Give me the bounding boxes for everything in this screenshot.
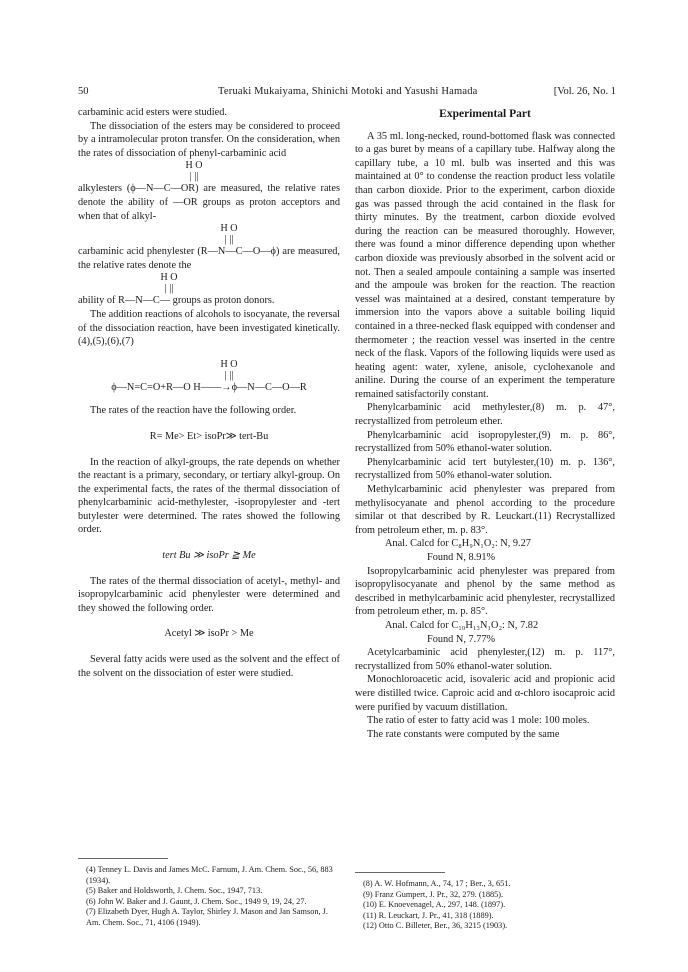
formula-bonds: | || [224, 234, 234, 246]
equation-bonds: | || [224, 369, 234, 381]
reaction-equation: ϕ—N=C=O+R—O H——→ϕ—N—C—O—R [111, 381, 307, 393]
rate-order: Acetyl ≫ isoPr > Me [164, 628, 254, 640]
rate-order: R= Me> Et> isoPr≫ tert-Bu [149, 430, 269, 442]
paragraph: In the reaction of alkyl-groups, the rate depends on whether the reactant is a primary, secondary, or tertiary alkyl-group. On the experimental facts, the rates of the thermal dissociation of phenylcarbaminic acid-methylester, -isopropylester and -tert butylester were determined. The rates showed the following order. [78, 456, 340, 536]
footnote: (6) John W. Baker and J. Gaunt, J. Chem. Soc., 1949 9, 19, 24, 27. [86, 896, 307, 906]
paragraph: Methylcarbaminic acid phenylester was prepared from methylisocyanate and phenol according to the procedure similar ot that described by R. Leuckart.(11) Recrystallized from petroleum ether, m. p. 83°. [355, 484, 615, 536]
analysis-found: Found N, 7.77% [427, 633, 496, 645]
formula-bonds: | || [164, 283, 174, 295]
formula-superscript: H O [220, 223, 238, 235]
paragraph: Phenylcarbaminic acid methylester,(8) m. p. 47°, recrystallized from petroleum ether. [355, 402, 615, 428]
section-heading: Experimental Part [439, 108, 531, 120]
footnotes-left [78, 858, 340, 929]
paragraph: carbaminic acid phenylester (R—N—C—O—ϕ) are measured, the relative rates denote the [78, 246, 340, 271]
paragraph: The addition reactions of alcohols to isocyanate, the reversal of the dissociation reaction, have been investigated kinetically.(4),(5),(6),(7) [78, 308, 340, 348]
right-column [355, 106, 615, 741]
paragraph: Phenylcarbaminic acid isopropylester,(9) m. p. 86°, recrystallized from 50% ethanol-water solution. [355, 429, 615, 455]
running-header [68, 86, 616, 102]
analysis-calc: Anal. Calcd for C₈H₉N₁O₂: N, 9.27 [385, 538, 531, 550]
left-column [78, 106, 340, 680]
footnote: (8) A. W. Hofmann, A., 74, 17 ; Ber., 3, 651. [363, 879, 511, 888]
paragraph: The rate constants were computed by the same [367, 728, 560, 740]
paragraph: Monochloroacetic acid, isovaleric acid and propionic acid were distilled twice. Caproic acid and α-chloro isocaproic acid were purified by vacuum distillation. [355, 674, 615, 713]
footnote: (11) R. Leuckart, J. Pr., 41, 318 (1889). [363, 910, 494, 920]
paragraph: carbaminic acid esters were studied. [78, 107, 227, 118]
paragraph: Several fatty acids were used as the solvent and the effect of the solvent on the dissociation of ester were studied. [78, 654, 340, 679]
footnote: (7) Elizabeth Dyer, Hugh A. Taylor, Shirley J. Mason and Jan Samson, J. Am. Chem. Soc., 71, 4106 (1949). [86, 907, 328, 927]
paragraph: The dissociation of the esters may be considered to proceed by a intramolecular proton transfer. On the consideration, when the rates of dissociation of phenyl-carbaminic acid [78, 120, 340, 159]
footnote: (5) Baker and Holdsworth, J. Chem. Soc., 1947, 713. [86, 886, 263, 896]
paragraph: Phenylcarbaminic acid tert butylester,(10) m. p. 136°, recrystallized from 50% ethanol-water solution. [355, 456, 615, 482]
formula-superscript: H O [160, 272, 178, 284]
paragraph: The rates of the reaction have the following order. [90, 405, 297, 417]
volume-info: [Vol. 26, No. 1 [553, 86, 616, 97]
footnote: (10) E. Knoevenagel, A., 297, 148. (1897). [363, 900, 506, 910]
footnotes-right [355, 872, 615, 932]
rate-order: tert Bu ≫ isoPr ≧ Me [162, 550, 256, 562]
paragraph: The ratio of ester to fatty acid was 1 mole: 100 moles. [367, 715, 590, 727]
running-authors: Teruaki Mukaiyama, Shinichi Motoki and Yasushi Hamada [218, 86, 478, 97]
page-number: 50 [78, 86, 89, 97]
footnote: (12) Otto C. Billeter, Ber., 36, 3215 (1903). [363, 921, 508, 931]
paragraph: Acetylcarbaminic acid phenylester,(12) m. p. 117°, recrystallized from 50% ethanol-water solution. [355, 647, 615, 672]
footnote: (9) Franz Gumpert, J. Pr., 32, 279. (1885). [363, 889, 504, 899]
formula-bonds: | || [189, 171, 199, 183]
paragraph: alkylesters (ϕ—N—C—OR) are measured, the relative rates denote the ability of —OR groups as proton acceptors and when that of alkyl- [78, 183, 340, 222]
analysis-calc: Anal. Calcd for C₁₀H₁₃N₁O₂: N, 7.82 [385, 619, 539, 631]
paragraph: Isopropylcarbaminic acid phenylester was prepared from isopropylisocyanate and phenol by the same method as described in methylcarbaminic acid phenylester, recrystallized from petroleum ether, m. p. 85°. [355, 565, 615, 618]
paragraph: A 35 ml. long-necked, round-bottomed flask was connected to a gas buret by means of a capillary tube. Halfway along the capillary tube, a 10 ml. bulb was inserted and this was maintained at 0° to condense the reaction product less volatile than carbon dioxide. Prior to the experiment, carbon dioxide gas was passed through the acid contained in the flask for thirty minutes. By the treatment, carbon dioxide evolved during the reaction can be measured thoroughly. However, there was found a minor difference depending upon whether carbon dioxide was previously absorbed in the solvent acid or not. Then a sealed ampoule containing a sample was inserted and the ampoule was broken for the reaction. The reaction vessel was maintained at a desired, constant temperature by immersion into the vapors above a suitable boiling liquid contained in a three-necked flask equipped with condenser and thermometer ; the reaction vessel was inserted in the centre neck of the flask. Vapors of the following liquids were used as heating agent: water, xylene, anisole, cyclohexanole and aniline. During the course of an experiment the temperature remained satisfactorily constant. [355, 130, 615, 400]
equation-superscript: H O [220, 358, 238, 370]
analysis-found: Found N, 8.91% [427, 552, 496, 563]
formula-superscript: H O [185, 160, 203, 172]
footnote: (4) Tenney L. Davis and James McC. Farnum, J. Am. Chem. Soc., 56, 883 (1934). [86, 865, 333, 885]
paragraph: The rates of the thermal dissociation of acetyl-, methyl- and isopropylcarbaminic acid phenylester were determined and they showed the following order. [78, 575, 340, 614]
paragraph: ability of R—N—C— groups as proton donors. [78, 295, 275, 307]
